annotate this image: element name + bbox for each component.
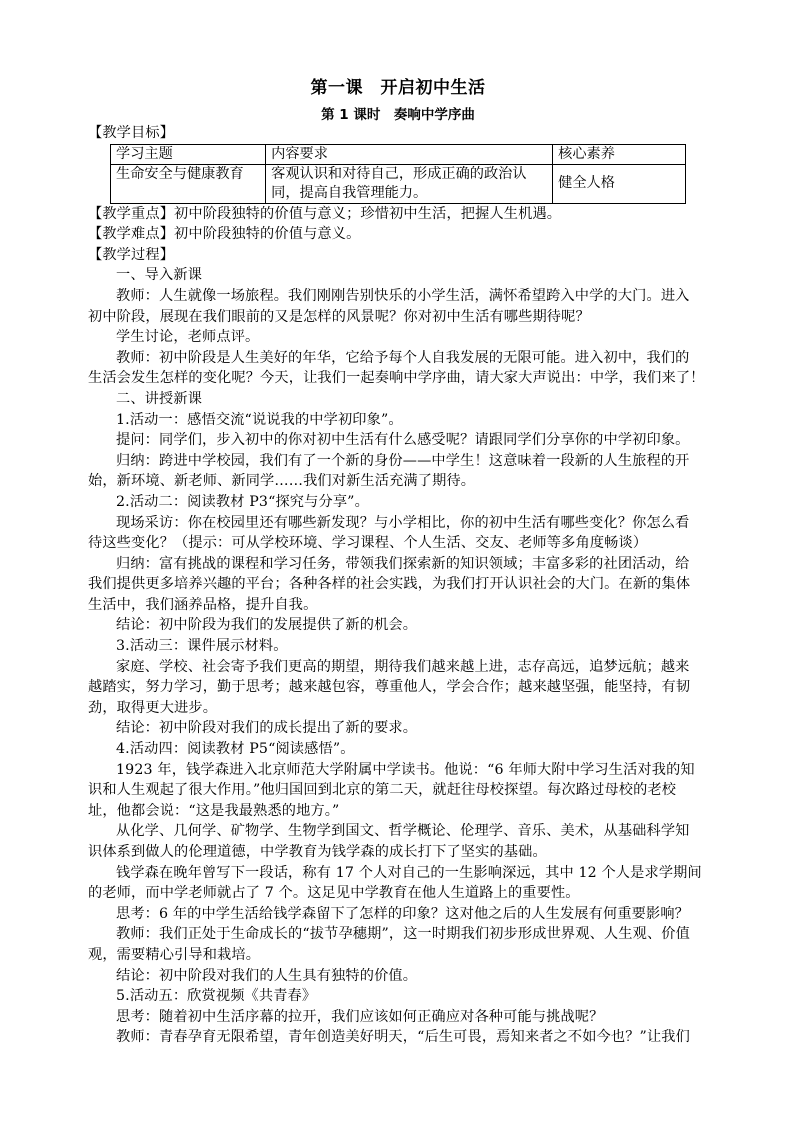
paragraph-line: 结论：初中阶段对我们的成长提出了新的要求。	[116, 720, 418, 737]
paragraph-line: 识体系到做人的伦理道德，中学教育为钱学森的成长打下了坚实的基础。	[88, 844, 547, 860]
paragraph-line: 越踏实，努力学习，勤于思考；越来越包容，尊重他人，学会合作；越来越坚强，能坚持，有韧	[88, 679, 691, 696]
paragraph-line: 2.活动二：阅读教材 P3“探究与分享”。	[116, 493, 369, 510]
paragraph-line: 始，新环境、新老师、新同学……我们对新生活充满了期待。	[88, 473, 476, 490]
process-body	[88, 265, 738, 1048]
paragraph-line: 待这些变化？（提示：可从学校环境、学习课程、个人生活、交友、老师等多角度畅谈）	[88, 535, 648, 552]
paragraph-line: 学生讨论，老师点评。	[116, 329, 260, 346]
paragraph-line: 结论：初中阶段为我们的发展提供了新的机会。	[116, 617, 418, 634]
lesson-content	[88, 123, 738, 1048]
paragraph-line: 思考：随着初中生活序幕的拉开，我们应该如何正确应对各种可能与挑战呢？	[116, 1008, 604, 1025]
paragraph-line: 5.活动五：欣赏视频《共青春》	[116, 988, 317, 1005]
paragraph-line: 一、导入新课	[116, 267, 203, 284]
paragraph-line: 教师：青春孕育无限希望，青年创造美好明天，“后生可畏，焉知来者之不如今也？”让我们	[116, 1029, 690, 1046]
paragraph-line: 3.活动三：课件展示材料。	[116, 638, 288, 655]
paragraph-line: 二、讲授新课	[116, 390, 203, 407]
table-row	[111, 164, 686, 203]
paragraph-line: 提问：同学们，步入初中的你对初中生活有什么感受呢？请跟同学们分享你的中学初印象。	[116, 432, 690, 449]
paragraph-line: 址，他都会说：“这是我最熟悉的地方。”	[88, 802, 340, 819]
paragraph-line: 识和人生观起了很大作用。”他归国回到北京的第二天，就赶往母校探望。每次路过母校的老校	[88, 782, 677, 799]
lesson-title: 第一课 开启初中生活	[310, 78, 486, 98]
table-header-row	[111, 144, 686, 164]
paragraph-line: 归纳：富有挑战的课程和学习任务，带领我们探索新的知识领域；丰富多彩的社团活动，给	[116, 555, 690, 572]
paragraph-line: 教师：初中阶段是人生美好的年华，它给予每个人自我发展的无限可能。进入初中，我们的	[116, 349, 690, 366]
key-points: 【教学重点】初中阶段独特的价值与意义；珍惜初中生活，把握人生机遇。	[88, 205, 562, 222]
paragraph-line: 思考：6 年的中学生活给钱学森留下了怎样的印象？这对他之后的人生发展有何重要影响？	[116, 905, 690, 922]
objectives-table	[110, 144, 686, 204]
paragraph-line: 生活中，我们涵养品格，提升自我。	[88, 596, 318, 613]
paragraph-line: 教师：人生就像一场旅程。我们刚刚告别快乐的小学生活，满怀希望跨入中学的大门。进入	[116, 287, 690, 304]
paragraph-line: 劲，取得更大进步。	[88, 699, 218, 716]
table-header-cell: 核心素养	[553, 144, 686, 164]
table-header-cell: 学习主题	[111, 144, 266, 164]
paragraph-line: 的老师，而中学老师就占了 7 个。这足见中学教育在他人生道路上的重要性。	[88, 885, 580, 902]
paragraph-line: 家庭、学校、社会寄予我们更高的期望，期待我们越来越上进，志存高远，追梦远航；越来	[116, 658, 690, 675]
paragraph-line: 1923 年，钱学森进入北京师范大学附属中学读书。他说：“6 年师大附中学习生活对我的知	[116, 761, 695, 778]
paragraph-line: 现场采访：你在校园里还有哪些新发现？与小学相比，你的初中生活有哪些变化？你怎么看	[116, 514, 690, 531]
paragraph-line: 4.活动四：阅读教材 P5“阅读感悟”。	[116, 741, 355, 758]
table-cell-theme: 生命安全与健康教育	[111, 164, 266, 203]
paragraph-line: 1.活动一：感悟交流“说说我的中学初印象”。	[116, 411, 403, 428]
paragraph-line: 我们提供更多培养兴趣的平台；各种各样的社会实践，为我们打开认识社会的大门。在新的集体	[88, 576, 691, 593]
paragraph-line: 钱学森在晚年曾写下一段话，称有 17 个人对自己的一生影响深远，其中 12 个人是求学期间	[116, 864, 702, 881]
paragraph-line: 归纳：跨进中学校园，我们有了一个新的身份——中学生！这意味着一段新的人生旅程的开	[116, 452, 690, 469]
paragraph-line: 生活会发生怎样的变化呢？今天，让我们一起奏响中学序曲，请大家大声说出：中学，我们来了！	[88, 370, 705, 387]
paragraph-line: 从化学、几何学、矿物学、生物学到国文、哲学概论、伦理学、音乐、美术，从基础科学知	[116, 823, 690, 840]
paragraph-line: 观，需要精心引导和栽培。	[88, 946, 261, 963]
paragraph-line: 初中阶段，展现在我们眼前的又是怎样的风景呢？你对初中生活有哪些期待呢？	[88, 308, 590, 325]
table-cell-requirement: 客观认识和对待自己，形成正确的政治认同，提高自我管理能力。	[266, 164, 553, 203]
table-header-cell: 内容要求	[266, 144, 553, 164]
difficulties: 【教学难点】初中阶段独特的价值与意义。	[88, 226, 361, 243]
objectives-heading: 【教学目标】	[88, 125, 175, 141]
lesson-subtitle: 第 1 课时 奏响中学序曲	[321, 107, 475, 123]
paragraph-line: 教师：我们正处于生命成长的“拔节孕穗期”，这一时期我们初步形成世界观、人生观、价值	[116, 926, 690, 943]
process-heading: 【教学过程】	[88, 246, 175, 263]
paragraph-line: 结论：初中阶段对我们的人生具有独特的价值。	[116, 967, 418, 984]
table-cell-literacy: 健全人格	[553, 164, 686, 203]
